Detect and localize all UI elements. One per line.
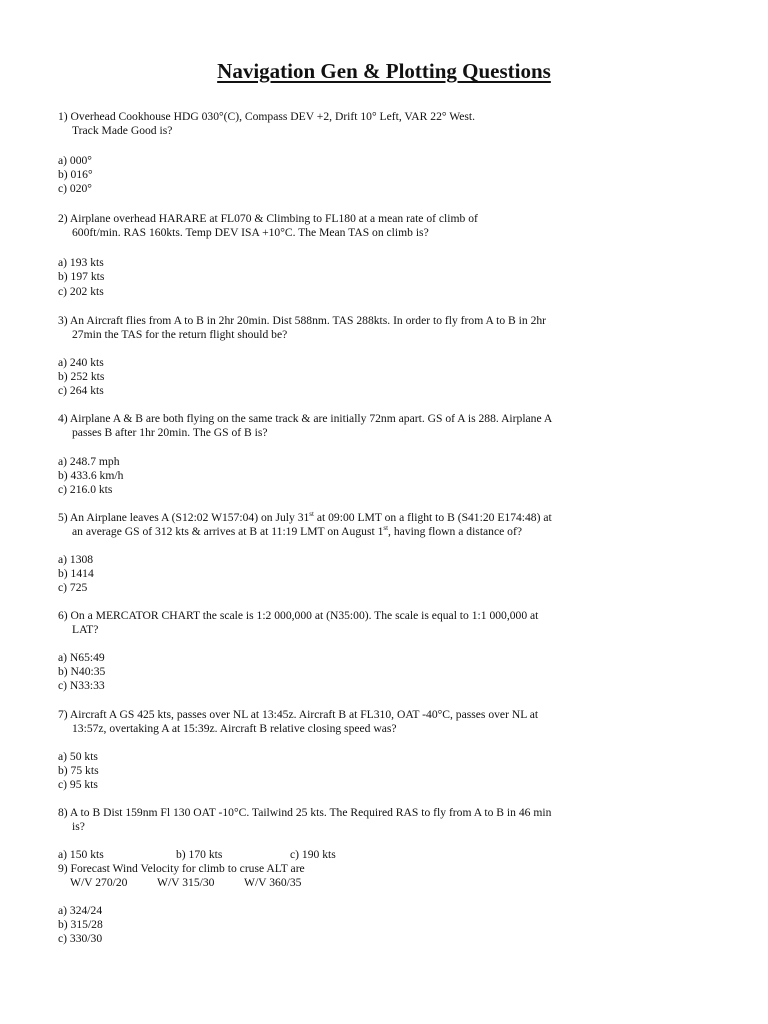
- option-1b: b) 016°: [58, 168, 93, 181]
- question-2-line-1: 2) Airplane overhead HARARE at FL070 & Climbing to FL180 at a mean rate of climb of: [58, 212, 478, 225]
- option-4a: a) 248.7 mph: [58, 455, 120, 468]
- question-7-line-2: 13:57z, overtaking A at 15:39z. Aircraft B relative closing speed was?: [72, 722, 397, 735]
- question-5-line-1a: 5) An Airplane leaves A (S12:02 W157:04) on July 31: [58, 511, 310, 524]
- question-5: [58, 511, 632, 539]
- option-1a: a) 000°: [58, 154, 92, 167]
- superscript: st: [383, 524, 389, 533]
- option-7b: b) 75 kts: [58, 764, 99, 777]
- page-title: Navigation Gen & Plotting Questions: [217, 59, 551, 83]
- question-6: [58, 609, 632, 637]
- question-5-line-2a: an average GS of 312 kts & arrives at B at 11:19 LMT on August 1: [72, 525, 384, 538]
- question-2: [58, 212, 632, 240]
- option-4c: c) 216.0 kts: [58, 483, 113, 496]
- option-6a: a) N65:49: [58, 651, 105, 664]
- question-1-line-2: Track Made Good is?: [72, 124, 173, 137]
- question-4-line-1: 4) Airplane A & B are both flying on the same track & are initially 72nm apart. GS of A is 288. Airplane A: [58, 412, 553, 425]
- option-6b: b) N40:35: [58, 665, 106, 678]
- question-1: [58, 110, 632, 138]
- option-5a: a) 1308: [58, 553, 94, 566]
- option-8c: c) 190 kts: [290, 848, 336, 861]
- question-3-line-2: 27min the TAS for the return flight should be?: [72, 328, 288, 341]
- question-5-line-2b: , having flown a distance of?: [388, 525, 522, 538]
- option-7c: c) 95 kts: [58, 778, 98, 791]
- option-2c: c) 202 kts: [58, 285, 104, 298]
- option-3c: c) 264 kts: [58, 384, 104, 397]
- wind-velocity-3: W/V 360/35: [244, 876, 302, 889]
- option-5b: b) 1414: [58, 567, 94, 580]
- question-5-line-1b: at 09:00 LMT on a flight to B (S41:20 E174:48) at: [313, 511, 552, 524]
- question-8-line-1: 8) A to B Dist 159nm Fl 130 OAT -10°C. Tailwind 25 kts. The Required RAS to fly from A to B in 46 min: [58, 806, 552, 819]
- option-7a: a) 50 kts: [58, 750, 98, 763]
- option-8b: b) 170 kts: [176, 848, 223, 861]
- option-1c: c) 020°: [58, 182, 92, 195]
- question-4: [58, 412, 632, 440]
- question-4-line-2: passes B after 1hr 20min. The GS of B is?: [72, 426, 268, 439]
- question-9: 9) Forecast Wind Velocity for climb to cruse ALT are: [58, 862, 305, 875]
- question-2-line-2: 600ft/min. RAS 160kts. Temp DEV ISA +10°C. The Mean TAS on climb is?: [72, 226, 429, 239]
- option-9c: c) 330/30: [58, 932, 103, 945]
- option-2a: a) 193 kts: [58, 256, 104, 269]
- option-9b: b) 315/28: [58, 918, 103, 931]
- option-3a: a) 240 kts: [58, 356, 104, 369]
- question-8: [58, 806, 632, 834]
- option-5c: c) 725: [58, 581, 88, 594]
- option-8a: a) 150 kts: [58, 848, 104, 861]
- question-7-line-1: 7) Aircraft A GS 425 kts, passes over NL at 13:45z. Aircraft B at FL310, OAT -40°C, passes over NL at: [58, 708, 539, 721]
- option-4b: b) 433.6 km/h: [58, 469, 124, 482]
- question-6-line-1: 6) On a MERCATOR CHART the scale is 1:2 000,000 at (N35:00). The scale is equal to 1:1 000,000 at: [58, 609, 539, 622]
- option-3b: b) 252 kts: [58, 370, 105, 383]
- question-6-line-2: LAT?: [72, 623, 99, 636]
- wind-velocity-1: W/V 270/20: [70, 876, 128, 889]
- question-3: [58, 314, 632, 342]
- option-9a: a) 324/24: [58, 904, 103, 917]
- question-8-line-2: is?: [72, 820, 85, 833]
- option-2b: b) 197 kts: [58, 270, 105, 283]
- wind-velocity-2: W/V 315/30: [157, 876, 215, 889]
- question-3-line-1: 3) An Aircraft flies from A to B in 2hr 20min. Dist 588nm. TAS 288kts. In order to fly from A to B in 2hr: [58, 314, 547, 327]
- question-1-line-1: 1) Overhead Cookhouse HDG 030°(C), Compass DEV +2, Drift 10° Left, VAR 22° West.: [58, 110, 475, 123]
- superscript: st: [309, 510, 314, 519]
- question-7: [58, 708, 632, 736]
- option-6c: c) N33:33: [58, 679, 105, 692]
